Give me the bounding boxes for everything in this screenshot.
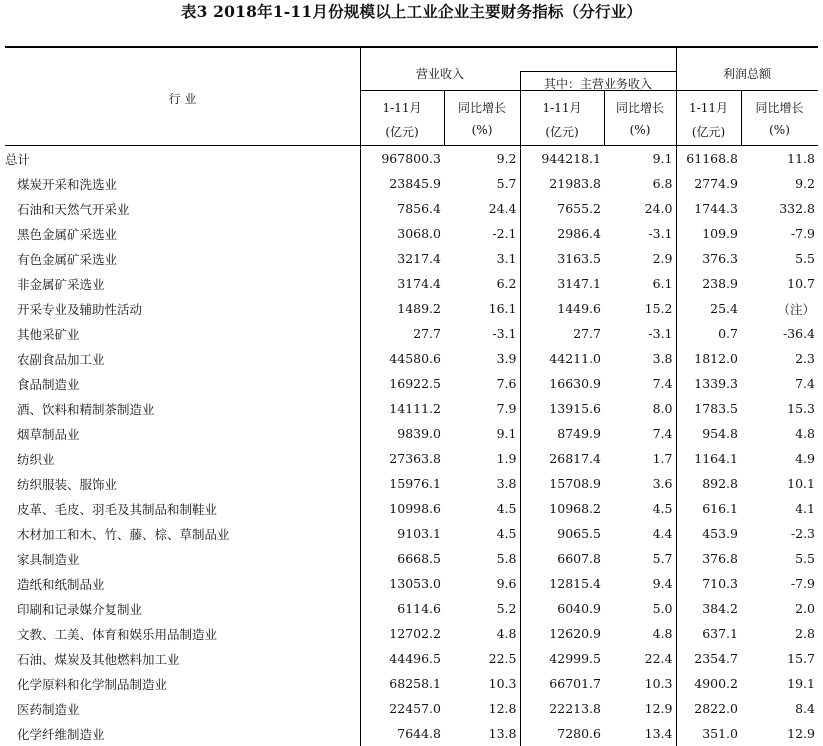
- industry-name: 总计: [5, 146, 360, 171]
- revenue-growth: 5.7: [444, 171, 520, 196]
- main-revenue-growth: 9.1: [604, 146, 676, 171]
- main-revenue-value: 6040.9: [557, 601, 601, 616]
- main-revenue-growth: 9.4: [604, 571, 676, 596]
- main-revenue-value: 9065.5: [557, 526, 601, 541]
- profit-value: 453.9: [702, 526, 738, 541]
- main-revenue-growth: 4.8: [604, 621, 676, 646]
- revenue-value: 967800.3: [381, 151, 441, 166]
- main-revenue-growth: 6.1: [604, 271, 676, 296]
- revenue-value: 27.7: [413, 326, 441, 341]
- header-profit: 利润总额: [722, 67, 771, 81]
- table-row: [5, 646, 818, 671]
- main-revenue-growth: 2.9: [604, 246, 676, 271]
- profit-value: 376.3: [702, 251, 738, 266]
- main-revenue-growth: 24.0: [604, 196, 676, 221]
- main-revenue-growth: 4.5: [604, 496, 676, 521]
- table-row: [5, 496, 818, 521]
- table-row: [5, 721, 818, 746]
- revenue-growth: -3.1: [444, 321, 520, 346]
- revenue-value: 9839.0: [397, 426, 441, 441]
- main-revenue-value: 7280.6: [557, 726, 601, 741]
- table-row: [5, 596, 818, 621]
- header-main-yoy: 同比增长: [615, 101, 664, 115]
- industry-name: 纺织业: [5, 446, 360, 471]
- revenue-growth: -2.1: [444, 221, 520, 246]
- industry-name: 化学纤维制造业: [5, 721, 360, 746]
- main-revenue-value: 1449.6: [557, 301, 601, 316]
- revenue-value: 14111.2: [389, 401, 441, 416]
- profit-growth: -7.9: [790, 576, 815, 591]
- main-revenue-value: 10968.2: [549, 501, 601, 516]
- main-revenue-growth: 5.7: [604, 546, 676, 571]
- profit-growth: 10.1: [787, 476, 815, 491]
- table-row: [5, 171, 818, 196]
- industry-name: 其他采矿业: [5, 321, 360, 346]
- table-row: [5, 696, 818, 721]
- industry-name: 文教、工美、体育和娱乐用品制造业: [5, 621, 360, 646]
- main-revenue-value: 13915.6: [549, 401, 601, 416]
- main-revenue-growth: -3.1: [604, 221, 676, 246]
- industry-name: 开采专业及辅助性活动: [5, 296, 360, 321]
- profit-value: 0.7: [718, 326, 738, 341]
- industry-name: 木材加工和木、竹、藤、棕、草制品业: [5, 521, 360, 546]
- profit-growth: 5.5: [795, 251, 815, 266]
- revenue-value: 3217.4: [397, 251, 441, 266]
- header-rev-unit: (亿元): [385, 125, 419, 139]
- revenue-value: 7644.8: [397, 726, 441, 741]
- industry-name: 医药制造业: [5, 696, 360, 721]
- industry-name: 纺织服装、服饰业: [5, 471, 360, 496]
- revenue-growth: 9.1: [444, 421, 520, 446]
- revenue-value: 7856.4: [397, 201, 441, 216]
- revenue-value: 9103.1: [397, 526, 441, 541]
- header-profit-period: 1-11月: [689, 101, 728, 115]
- revenue-value: 16922.5: [389, 376, 441, 391]
- table-row: [5, 546, 818, 571]
- header-rev-period: 1-11月: [382, 101, 422, 115]
- header-rev-yoy-unit: (%): [471, 123, 493, 137]
- profit-value: 1812.0: [694, 351, 738, 366]
- table-row: [5, 321, 818, 346]
- profit-growth: 4.9: [795, 451, 815, 466]
- main-revenue-value: 27.7: [573, 326, 601, 341]
- revenue-growth: 24.4: [444, 196, 520, 221]
- profit-value: 25.4: [710, 301, 738, 316]
- profit-growth: 2.0: [795, 601, 815, 616]
- profit-value: 1783.5: [694, 401, 738, 416]
- main-revenue-value: 26817.4: [549, 451, 601, 466]
- revenue-value: 44580.6: [389, 351, 441, 366]
- profit-value: 384.2: [702, 601, 738, 616]
- table-row-total: [5, 146, 818, 171]
- table-row: [5, 271, 818, 296]
- revenue-growth: 9.6: [444, 571, 520, 596]
- main-revenue-growth: 4.4: [604, 521, 676, 546]
- sub-header-rule: [520, 71, 676, 72]
- table-row: [5, 296, 818, 321]
- table-row: [5, 221, 818, 246]
- profit-value: 351.0: [702, 726, 738, 741]
- table-row: [5, 246, 818, 271]
- revenue-value: 27363.8: [389, 451, 441, 466]
- profit-value: 4900.2: [694, 676, 738, 691]
- main-revenue-growth: 7.4: [604, 421, 676, 446]
- main-revenue-growth: 5.0: [604, 596, 676, 621]
- profit-growth: 2.3: [795, 351, 815, 366]
- industry-name: 煤炭开采和洗选业: [5, 171, 360, 196]
- profit-value: 710.3: [702, 576, 738, 591]
- profit-growth: 11.8: [787, 151, 815, 166]
- profit-growth: 332.8: [779, 201, 815, 216]
- revenue-growth: 5.2: [444, 596, 520, 621]
- header-profit-yoy: 同比增长: [755, 101, 804, 115]
- profit-growth: 15.3: [787, 401, 815, 416]
- header-main-period: 1-11月: [542, 101, 582, 115]
- profit-value: 616.1: [702, 501, 738, 516]
- revenue-value: 13053.0: [389, 576, 441, 591]
- revenue-value: 44496.5: [389, 651, 441, 666]
- revenue-growth: 6.2: [444, 271, 520, 296]
- industry-name: 化学原料和化学制品制造业: [5, 671, 360, 696]
- profit-value: 637.1: [702, 626, 738, 641]
- revenue-value: 3174.4: [397, 276, 441, 291]
- main-revenue-value: 22213.8: [549, 701, 601, 716]
- revenue-value: 22457.0: [389, 701, 441, 716]
- main-revenue-value: 7655.2: [557, 201, 601, 216]
- profit-value: 954.8: [702, 426, 738, 441]
- industry-name: 石油和天然气开采业: [5, 196, 360, 221]
- table-row: [5, 446, 818, 471]
- header-profit-yoy-unit: (%): [769, 123, 790, 137]
- table-row: [5, 371, 818, 396]
- industry-name: 皮革、毛皮、羽毛及其制品和制鞋业: [5, 496, 360, 521]
- table-row: [5, 571, 818, 596]
- main-revenue-value: 15708.9: [549, 476, 601, 491]
- industry-name: 烟草制品业: [5, 421, 360, 446]
- profit-value: 2354.7: [694, 651, 738, 666]
- main-revenue-value: 42999.5: [549, 651, 601, 666]
- main-revenue-growth: 10.3: [604, 671, 676, 696]
- main-revenue-value: 3147.1: [557, 276, 601, 291]
- table-title: 表3 2018年1-11月份规模以上工业企业主要财务指标（分行业）: [180, 2, 643, 21]
- revenue-value: 1489.2: [397, 301, 441, 316]
- revenue-value: 3068.0: [397, 226, 441, 241]
- revenue-growth: 5.8: [444, 546, 520, 571]
- main-revenue-value: 3163.5: [557, 251, 601, 266]
- profit-growth: 10.7: [787, 276, 815, 291]
- industry-name: 非金属矿采选业: [5, 271, 360, 296]
- profit-growth: 15.7: [787, 651, 815, 666]
- revenue-growth: 3.1: [444, 246, 520, 271]
- profit-growth: 4.8: [795, 426, 815, 441]
- revenue-growth: 7.9: [444, 396, 520, 421]
- table-row: [5, 396, 818, 421]
- revenue-growth: 4.8: [444, 621, 520, 646]
- revenue-value: 6114.6: [397, 601, 441, 616]
- header-profit-unit: (亿元): [691, 125, 726, 139]
- revenue-growth: 10.3: [444, 671, 520, 696]
- header-industry: 行 业: [168, 92, 197, 106]
- profit-growth: 8.4: [795, 701, 815, 716]
- industry-name: 食品制造业: [5, 371, 360, 396]
- table-row: [5, 421, 818, 446]
- main-revenue-growth: 1.7: [604, 446, 676, 471]
- profit-growth: 12.9: [787, 726, 815, 741]
- main-revenue-growth: 6.8: [604, 171, 676, 196]
- data-table: [5, 146, 819, 746]
- revenue-growth: 9.2: [444, 146, 520, 171]
- industry-name: 酒、饮料和精制茶制造业: [5, 396, 360, 421]
- main-revenue-value: 66701.7: [549, 676, 601, 691]
- main-revenue-value: 6607.8: [557, 551, 601, 566]
- profit-growth: -2.3: [790, 526, 815, 541]
- revenue-growth: 13.8: [444, 721, 520, 746]
- main-revenue-growth: -3.1: [604, 321, 676, 346]
- profit-growth: 2.8: [795, 626, 815, 641]
- profit-growth: 19.1: [787, 676, 815, 691]
- main-revenue-growth: 13.4: [604, 721, 676, 746]
- main-revenue-value: 8749.9: [557, 426, 601, 441]
- industry-name: 石油、煤炭及其他燃料加工业: [5, 646, 360, 671]
- main-revenue-growth: 12.9: [604, 696, 676, 721]
- main-revenue-growth: 3.6: [604, 471, 676, 496]
- table-row: [5, 196, 818, 221]
- main-revenue-growth: 15.2: [604, 296, 676, 321]
- main-revenue-value: 12815.4: [549, 576, 601, 591]
- main-revenue-value: 2986.4: [557, 226, 601, 241]
- profit-value: 1339.3: [694, 376, 738, 391]
- profit-value: 376.8: [702, 551, 738, 566]
- header-revenue: 营业收入: [415, 67, 464, 81]
- profit-growth: -7.9: [790, 226, 815, 241]
- revenue-growth: 4.5: [444, 496, 520, 521]
- profit-growth: （注）: [777, 301, 815, 317]
- profit-growth: 9.2: [795, 176, 815, 191]
- profit-growth: 7.4: [795, 376, 815, 391]
- revenue-growth: 22.5: [444, 646, 520, 671]
- profit-value: 238.9: [702, 276, 738, 291]
- header-main-yoy-unit: (%): [629, 123, 651, 137]
- main-revenue-growth: 8.0: [604, 396, 676, 421]
- industry-name: 农副食品加工业: [5, 346, 360, 371]
- industry-name: 造纸和纸制品业: [5, 571, 360, 596]
- profit-growth: 4.1: [795, 501, 815, 516]
- revenue-growth: 7.6: [444, 371, 520, 396]
- table-row: [5, 471, 818, 496]
- profit-growth: -36.4: [782, 326, 815, 341]
- profit-value: 1744.3: [694, 201, 738, 216]
- revenue-growth: 12.8: [444, 696, 520, 721]
- industry-name: 印刷和记录媒介复制业: [5, 596, 360, 621]
- profit-value: 892.8: [702, 476, 738, 491]
- revenue-growth: 4.5: [444, 521, 520, 546]
- revenue-value: 68258.1: [389, 676, 441, 691]
- industry-name: 黑色金属矿采选业: [5, 221, 360, 246]
- main-revenue-value: 944218.1: [541, 151, 601, 166]
- main-revenue-growth: 7.4: [604, 371, 676, 396]
- table-row: [5, 521, 818, 546]
- revenue-value: 10998.6: [389, 501, 441, 516]
- revenue-value: 23845.9: [389, 176, 441, 191]
- revenue-growth: 16.1: [444, 296, 520, 321]
- revenue-growth: 3.9: [444, 346, 520, 371]
- revenue-growth: 3.8: [444, 471, 520, 496]
- revenue-value: 15976.1: [389, 476, 441, 491]
- main-revenue-value: 16630.9: [549, 376, 601, 391]
- revenue-value: 12702.2: [389, 626, 441, 641]
- main-revenue-growth: 3.8: [604, 346, 676, 371]
- table-body: [5, 146, 818, 746]
- table-row: [5, 346, 818, 371]
- table-row: [5, 671, 818, 696]
- industry-name: 有色金属矿采选业: [5, 246, 360, 271]
- profit-value: 2774.9: [694, 176, 738, 191]
- main-revenue-growth: 22.4: [604, 646, 676, 671]
- profit-growth: 5.5: [795, 551, 815, 566]
- profit-value: 109.9: [702, 226, 738, 241]
- header-rev-yoy: 同比增长: [457, 101, 506, 115]
- revenue-growth: 1.9: [444, 446, 520, 471]
- profit-value: 1164.1: [694, 451, 738, 466]
- industry-name: 家具制造业: [5, 546, 360, 571]
- main-revenue-value: 44211.0: [549, 351, 601, 366]
- main-revenue-value: 12620.9: [549, 626, 601, 641]
- profit-value: 2822.0: [694, 701, 738, 716]
- header-main-unit: (亿元): [545, 125, 579, 139]
- table-row: [5, 621, 818, 646]
- header-main-revenue: 其中：主营业务收入: [543, 77, 652, 91]
- top-rule: [5, 46, 818, 48]
- revenue-value: 6668.5: [397, 551, 441, 566]
- profit-value: 61168.8: [686, 151, 738, 166]
- main-revenue-value: 21983.8: [549, 176, 601, 191]
